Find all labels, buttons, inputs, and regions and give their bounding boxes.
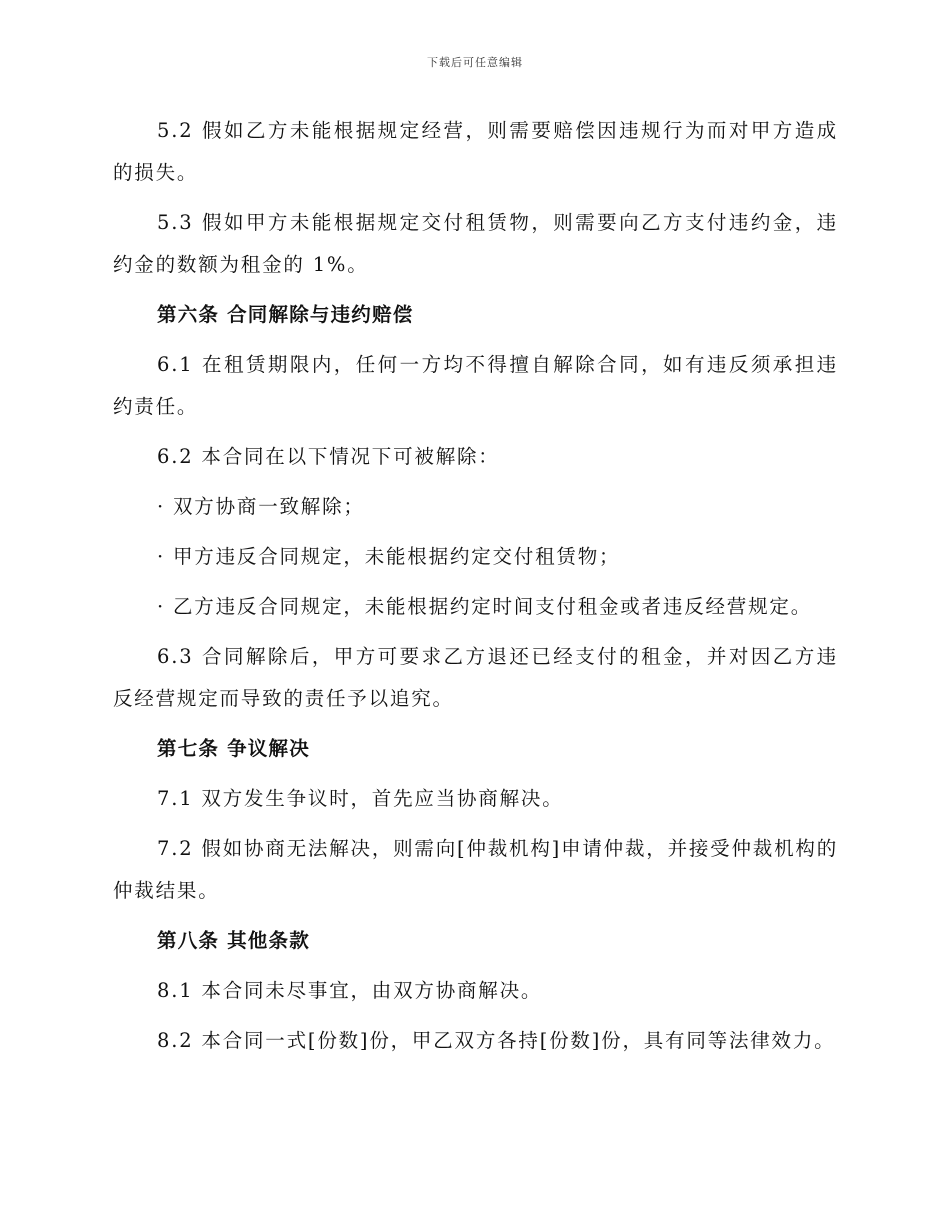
bullet-item-3: · 乙方违反合同规定，未能根据约定时间支付租金或者违反经营规定。 <box>157 595 812 618</box>
bullet-item-2: · 甲方违反合同规定，未能根据约定交付租赁物； <box>157 545 621 568</box>
article-6-heading: 第六条 合同解除与违约赔偿 <box>157 303 414 326</box>
clause-8-2: 8.2 本合同一式[份数]份，甲乙双方各持[份数]份，具有同等法律效力。 <box>157 1029 836 1052</box>
clause-5-2: 5.2 假如乙方未能根据规定经营，则需要赔偿因违规行为而对甲方造成的损失。 <box>113 119 838 184</box>
document-body <box>113 110 838 1070</box>
article-8-heading: 第八条 其他条款 <box>157 929 310 952</box>
clause-6-2: 6.2 本合同在以下情况下可被解除： <box>157 445 500 468</box>
bullet-item-1: · 双方协商一致解除； <box>157 495 365 518</box>
clause-8-1: 8.1 本合同未尽事宜，由双方协商解决。 <box>157 979 543 1002</box>
article-7-heading: 第七条 争议解决 <box>157 737 310 760</box>
clause-6-3: 6.3 合同解除后，甲方可要求乙方退还已经支付的租金，并对因乙方违反经营规定而导致的责任予以追究。 <box>113 645 838 710</box>
page-header: 下载后可任意编辑 <box>427 56 523 69</box>
clause-5-3: 5.3 假如甲方未能根据规定交付租赁物，则需要向乙方支付违约金，违约金的数额为租金的 1%。 <box>113 211 838 276</box>
clause-6-1: 6.1 在租赁期限内，任何一方均不得擅自解除合同，如有违反须承担违约责任。 <box>113 353 838 418</box>
clause-7-2: 7.2 假如协商无法解决，则需向[仲裁机构]申请仲裁，并接受仲裁机构的仲裁结果。 <box>113 837 838 902</box>
clause-7-1: 7.1 双方发生争议时，首先应当协商解决。 <box>157 787 564 810</box>
